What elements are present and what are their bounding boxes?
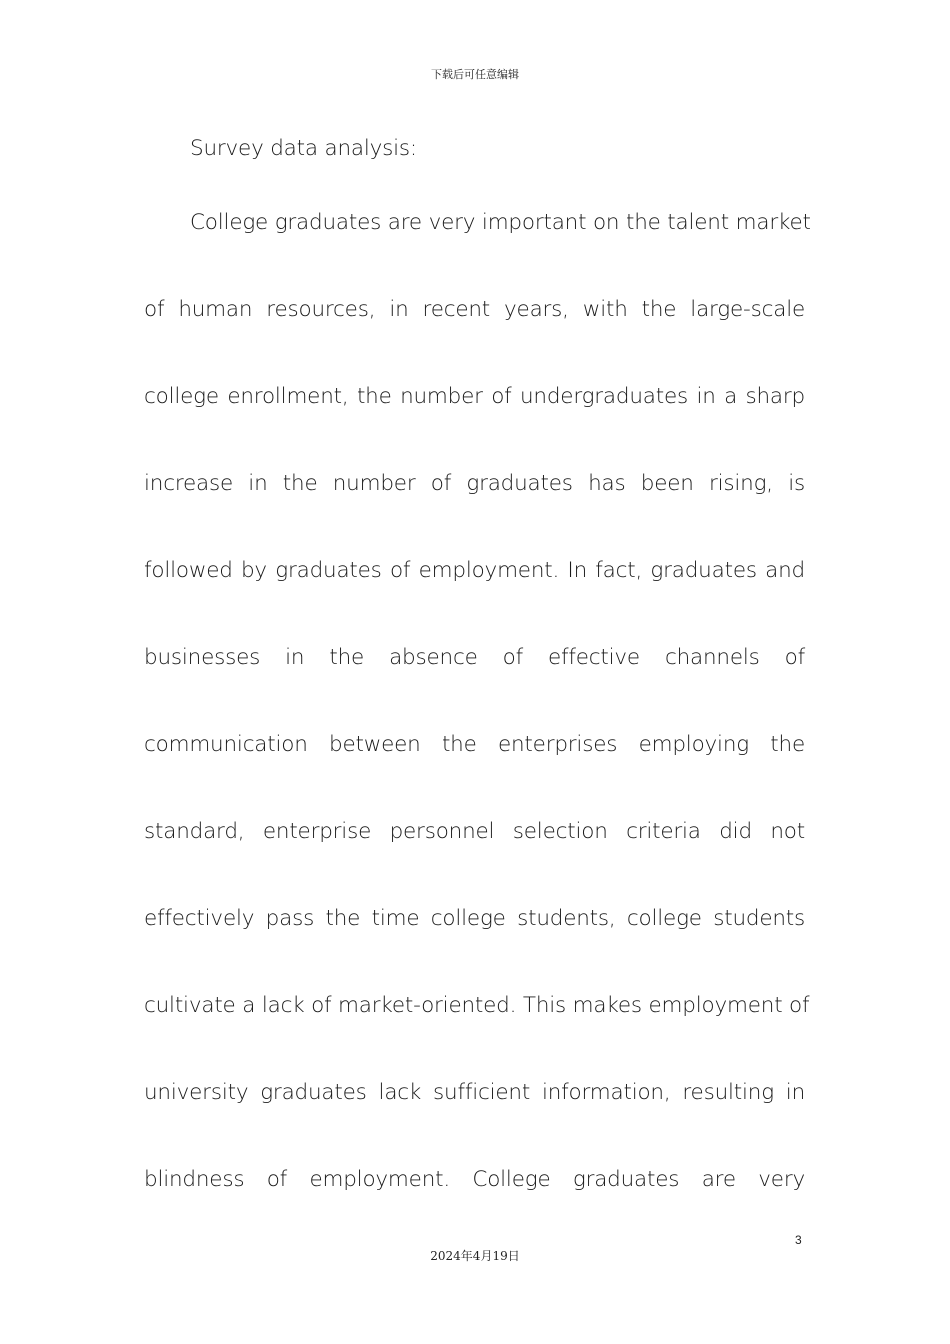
paragraph-line: standard, enterprise personnel selection criteria did not [144,819,805,844]
paragraph-line: communication between the enterprises employing the [144,732,805,757]
page-number: 3 [795,1233,802,1247]
paragraph-line: increase in the number of graduates has been rising, is [144,471,805,496]
section-heading: Survey data analysis: [190,136,417,161]
paragraph-line: college enrollment, the number of undergraduates in a sharp [144,384,805,409]
footer-date: 2024年4月19日 [430,1249,520,1263]
paragraph-line: university graduates lack sufficient information, resulting in [144,1080,805,1105]
paragraph-line: College graduates are very important on the talent market [190,210,811,235]
paragraph-line: followed by graduates of employment. In fact, graduates and [144,558,805,583]
paragraph-line: businesses in the absence of effective channels of [144,645,805,670]
page-header: 下载后可任意编辑 [431,68,519,81]
paragraph-line: blindness of employment. College graduates are very [144,1167,805,1192]
paragraph-line: cultivate a lack of market-oriented. This makes employment of [144,993,810,1018]
body-paragraph [144,206,811,1250]
paragraph-line: effectively pass the time college students, college students [144,906,805,931]
paragraph-line: of human resources, in recent years, with the large-scale [144,297,805,322]
